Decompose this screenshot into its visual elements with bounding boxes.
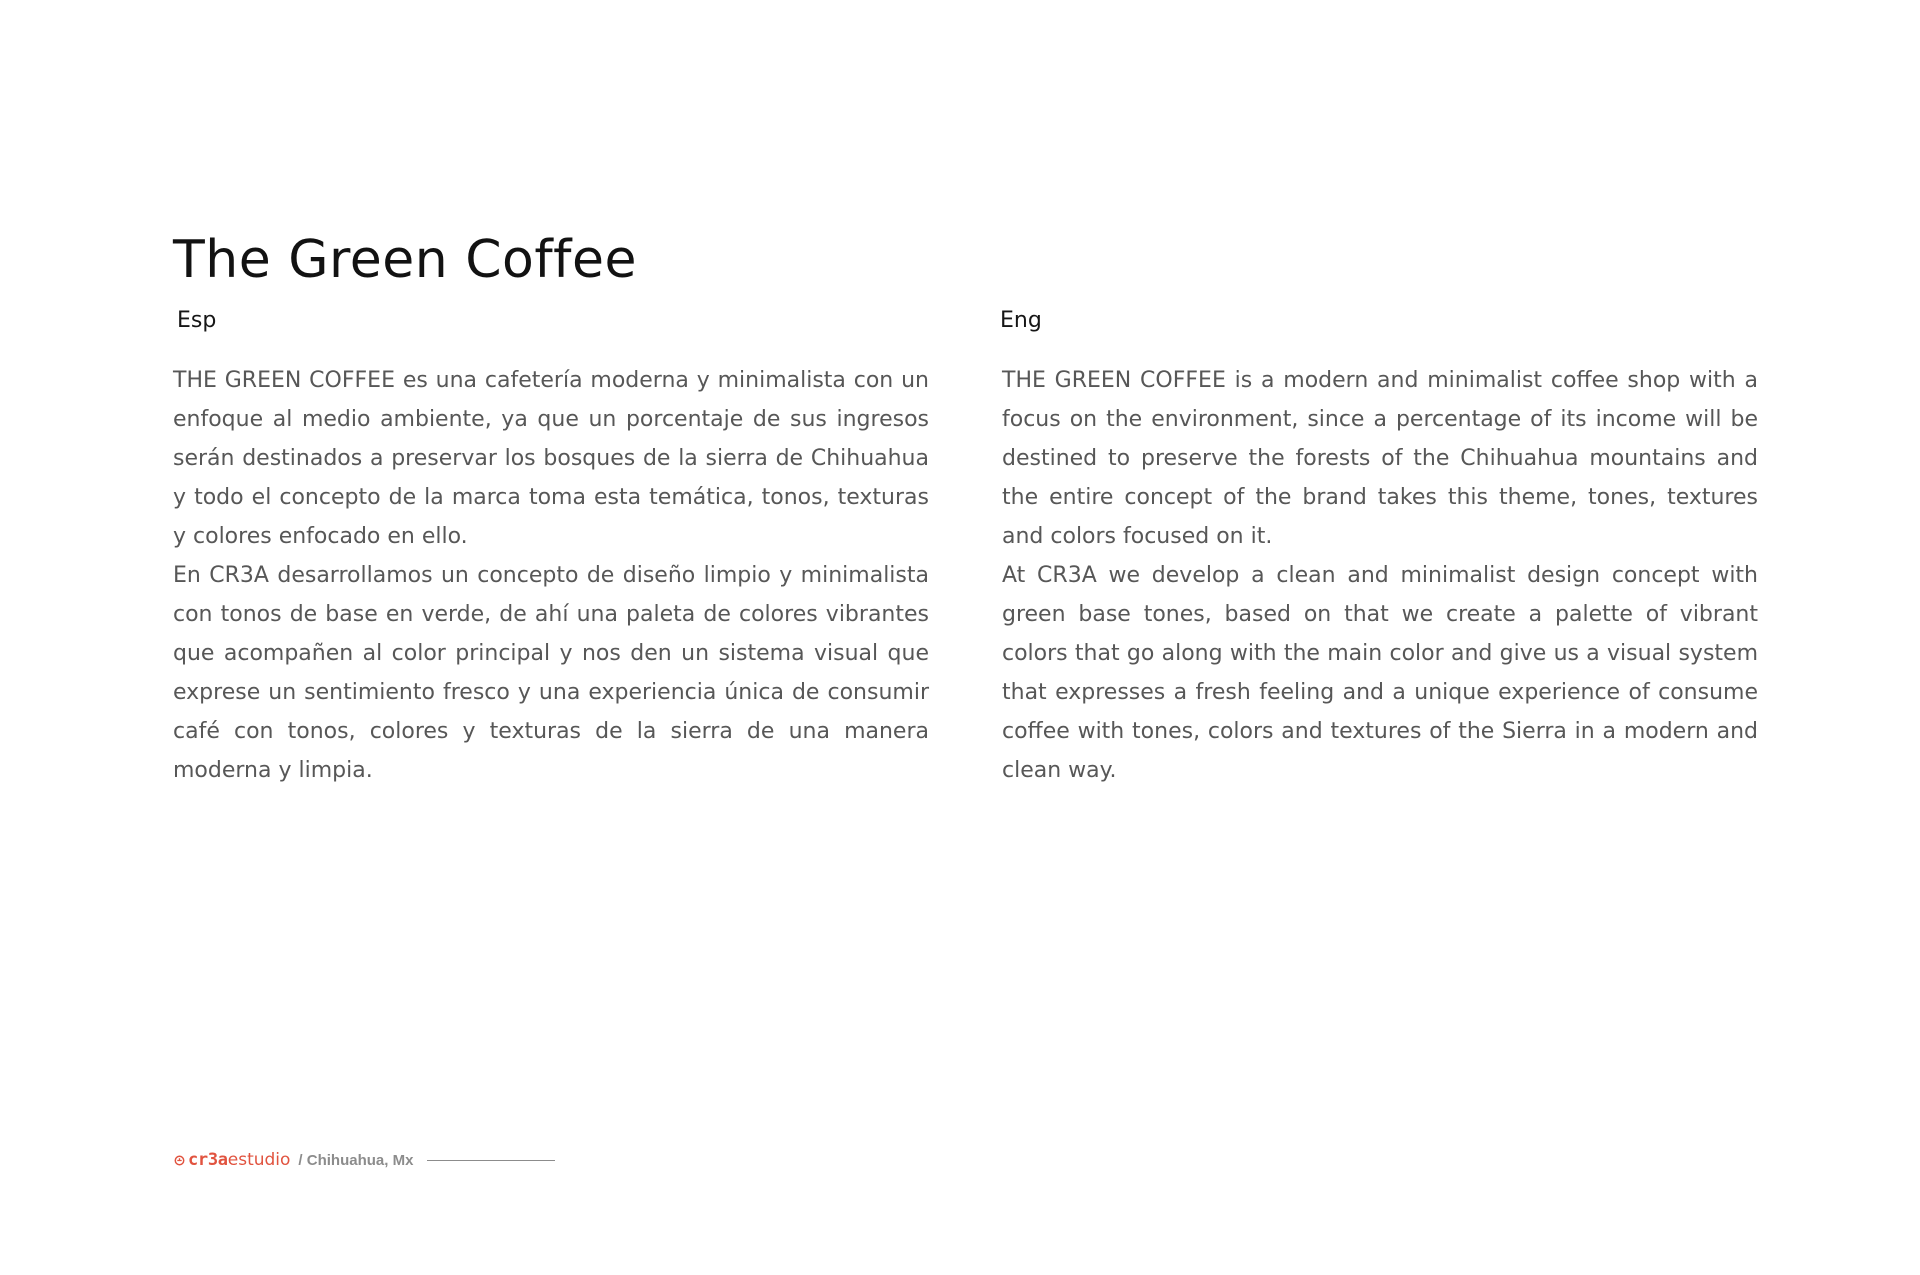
logo-text-bold: cr3a (188, 1150, 228, 1170)
footer (174, 1148, 555, 1172)
footer-location: / Chihuahua, Mx (298, 1151, 414, 1169)
cr3a-mark-icon (174, 1155, 185, 1166)
english-paragraph-2: At CR3A we develop a clean and minimalist design concept with green base tones, based on that we create a palette of vibrant colors that go along with the main color and give us a visual system that expresses a fresh feeling and a unique experience of consume coffee with tones, colors and textures of the Sierra in a modern and clean way. (1002, 563, 1758, 783)
spanish-label: Esp (177, 308, 217, 333)
english-label: Eng (1000, 308, 1042, 333)
footer-divider (427, 1160, 555, 1161)
page-title: The Green Coffee (173, 230, 637, 290)
spanish-description (173, 361, 929, 790)
english-description (1002, 361, 1758, 790)
logo-text-light: estudio (227, 1150, 291, 1170)
cr3a-estudio-logo (174, 1150, 290, 1170)
spanish-paragraph-2: En CR3A desarrollamos un concepto de diseño limpio y minimalista con tonos de base en verde, de ahí una paleta de colores vibrantes que acompañen al color principal y nos den un sistema visual que exprese un sentimiento fresco y una experiencia única de consumir café con tonos, colores y texturas de la sierra de una manera moderna y limpia. (173, 563, 929, 783)
spanish-paragraph-1: THE GREEN COFFEE es una cafetería moderna y minimalista con un enfoque al medio ambiente, ya que un porcentaje de sus ingresos serán destinados a preservar los bosques de la sierra de Chihuahua y todo el concepto de la marca toma esta temática, tonos, texturas y colores enfocado en ello. (173, 368, 929, 549)
english-paragraph-1: THE GREEN COFFEE is a modern and minimalist coffee shop with a focus on the environment, since a percentage of its income will be destined to preserve the forests of the Chihuahua mountains and the entire concept of the brand takes this theme, tones, textures and colors focused on it. (1002, 368, 1758, 549)
